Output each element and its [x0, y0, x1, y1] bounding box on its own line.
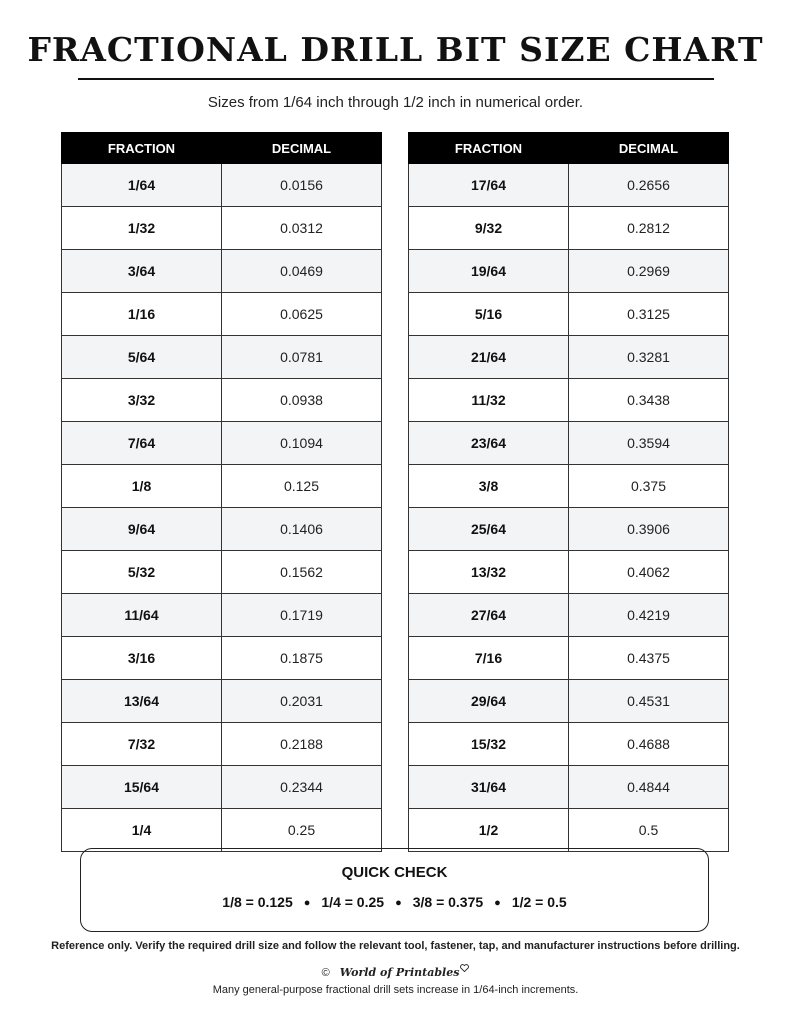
decimal-column-header: DECIMAL: [569, 133, 729, 164]
bullet-icon: ●: [494, 897, 501, 909]
fraction-cell: 3/16: [62, 637, 222, 680]
fraction-cell: 29/64: [409, 680, 569, 723]
fraction-cell: 7/64: [62, 422, 222, 465]
fraction-cell: 5/16: [409, 293, 569, 336]
fraction-cell: 7/16: [409, 637, 569, 680]
fraction-cell: 21/64: [409, 336, 569, 379]
decimal-cell: 0.4219: [569, 594, 729, 637]
table-row: [62, 422, 382, 465]
table-row: [62, 207, 382, 250]
quick-check-box: [80, 848, 709, 932]
brand-logo: [0, 961, 791, 979]
decimal-cell: 0.0156: [222, 164, 382, 207]
decimal-cell: 0.3594: [569, 422, 729, 465]
table-row: [409, 766, 729, 809]
decimal-cell: 0.2812: [569, 207, 729, 250]
decimal-cell: 0.4375: [569, 637, 729, 680]
fraction-cell: 3/8: [409, 465, 569, 508]
table-row: [62, 250, 382, 293]
quick-check-item: 1/2 = 0.5: [511, 894, 567, 910]
quick-check-item: 1/8 = 0.125: [222, 894, 293, 910]
decimal-cell: 0.0625: [222, 293, 382, 336]
fraction-cell: 13/32: [409, 551, 569, 594]
table-row: [409, 809, 729, 852]
decimal-cell: 0.4531: [569, 680, 729, 723]
decimal-cell: 0.3906: [569, 508, 729, 551]
table-row: [409, 508, 729, 551]
fraction-cell: 15/32: [409, 723, 569, 766]
fraction-cell: 3/64: [62, 250, 222, 293]
table-header-row: [409, 133, 729, 164]
decimal-cell: 0.0938: [222, 379, 382, 422]
title-divider: [78, 78, 714, 80]
decimal-cell: 0.4062: [569, 551, 729, 594]
fraction-cell: 15/64: [62, 766, 222, 809]
fraction-cell: 1/16: [62, 293, 222, 336]
fraction-cell: 5/64: [62, 336, 222, 379]
table-row: [409, 680, 729, 723]
decimal-cell: 0.2969: [569, 250, 729, 293]
quick-check-items: [81, 894, 708, 910]
decimal-cell: 0.0312: [222, 207, 382, 250]
fraction-cell: 27/64: [409, 594, 569, 637]
fraction-cell: 11/32: [409, 379, 569, 422]
decimal-cell: 0.375: [569, 465, 729, 508]
table-row: [409, 422, 729, 465]
table-row: [62, 508, 382, 551]
table-row: [409, 723, 729, 766]
table-row: [62, 809, 382, 852]
fraction-column-header: FRACTION: [62, 133, 222, 164]
table-row: [62, 465, 382, 508]
decimal-cell: 0.1094: [222, 422, 382, 465]
page-title: FRACTIONAL DRILL BIT SIZE CHART: [27, 30, 764, 69]
table-row: [62, 293, 382, 336]
page-subtitle: Sizes from 1/64 inch through 1/2 inch in numerical order.: [207, 94, 584, 111]
fraction-cell: 3/32: [62, 379, 222, 422]
decimal-cell: 0.1875: [222, 637, 382, 680]
table-row: [62, 594, 382, 637]
decimal-cell: 0.5: [569, 809, 729, 852]
table-row: [62, 766, 382, 809]
decimal-column-header: DECIMAL: [222, 133, 382, 164]
fraction-cell: 31/64: [409, 766, 569, 809]
table-row: [62, 723, 382, 766]
fraction-cell: 1/8: [62, 465, 222, 508]
table-row: [409, 594, 729, 637]
fraction-cell: 1/4: [62, 809, 222, 852]
drill-size-table-right: [408, 132, 729, 852]
decimal-cell: 0.1406: [222, 508, 382, 551]
fraction-cell: 13/64: [62, 680, 222, 723]
quick-check-item: 3/8 = 0.375: [412, 894, 484, 910]
increment-footnote: Many general-purpose fractional drill sets increase in 1/64-inch increments.: [212, 984, 579, 996]
decimal-cell: 0.3125: [569, 293, 729, 336]
table-row: [409, 164, 729, 207]
decimal-cell: 0.1719: [222, 594, 382, 637]
heart-icon: [460, 961, 469, 975]
brand-name: World of Printables: [339, 966, 460, 979]
table-row: [62, 379, 382, 422]
table-row: [409, 379, 729, 422]
fraction-column-header: FRACTION: [409, 133, 569, 164]
fraction-cell: 1/64: [62, 164, 222, 207]
decimal-cell: 0.125: [222, 465, 382, 508]
table-row: [409, 551, 729, 594]
drill-size-table-left: [61, 132, 382, 852]
fraction-cell: 9/64: [62, 508, 222, 551]
table-row: [409, 465, 729, 508]
table-row: [409, 293, 729, 336]
table-row: [409, 250, 729, 293]
table-row: [62, 680, 382, 723]
table-row: [62, 164, 382, 207]
table-row: [409, 336, 729, 379]
table-header-row: [62, 133, 382, 164]
fraction-cell: 7/32: [62, 723, 222, 766]
quick-check-item: 1/4 = 0.25: [321, 894, 385, 910]
decimal-cell: 0.4688: [569, 723, 729, 766]
fraction-cell: 9/32: [409, 207, 569, 250]
fraction-cell: 11/64: [62, 594, 222, 637]
decimal-cell: 0.0469: [222, 250, 382, 293]
decimal-cell: 0.1562: [222, 551, 382, 594]
decimal-cell: 0.2031: [222, 680, 382, 723]
fraction-cell: 19/64: [409, 250, 569, 293]
copyright-symbol: ©: [321, 967, 330, 979]
bullet-icon: ●: [395, 897, 402, 909]
table-row: [409, 207, 729, 250]
decimal-cell: 0.2656: [569, 164, 729, 207]
table-row: [409, 637, 729, 680]
decimal-cell: 0.3438: [569, 379, 729, 422]
fraction-cell: 1/32: [62, 207, 222, 250]
reference-disclaimer: Reference only. Verify the required drill size and follow the relevant tool, fastener, tap, and manufacturer instructions before drilling.: [51, 940, 740, 952]
quick-check-heading: QUICK CHECK: [341, 864, 448, 881]
fraction-cell: 25/64: [409, 508, 569, 551]
decimal-cell: 0.3281: [569, 336, 729, 379]
fraction-cell: 23/64: [409, 422, 569, 465]
table-row: [62, 336, 382, 379]
table-row: [62, 551, 382, 594]
decimal-cell: 0.25: [222, 809, 382, 852]
table-row: [62, 637, 382, 680]
fraction-cell: 17/64: [409, 164, 569, 207]
bullet-icon: ●: [303, 897, 311, 909]
decimal-cell: 0.2344: [222, 766, 382, 809]
decimal-cell: 0.4844: [569, 766, 729, 809]
fraction-cell: 5/32: [62, 551, 222, 594]
fraction-cell: 1/2: [409, 809, 569, 852]
decimal-cell: 0.2188: [222, 723, 382, 766]
decimal-cell: 0.0781: [222, 336, 382, 379]
